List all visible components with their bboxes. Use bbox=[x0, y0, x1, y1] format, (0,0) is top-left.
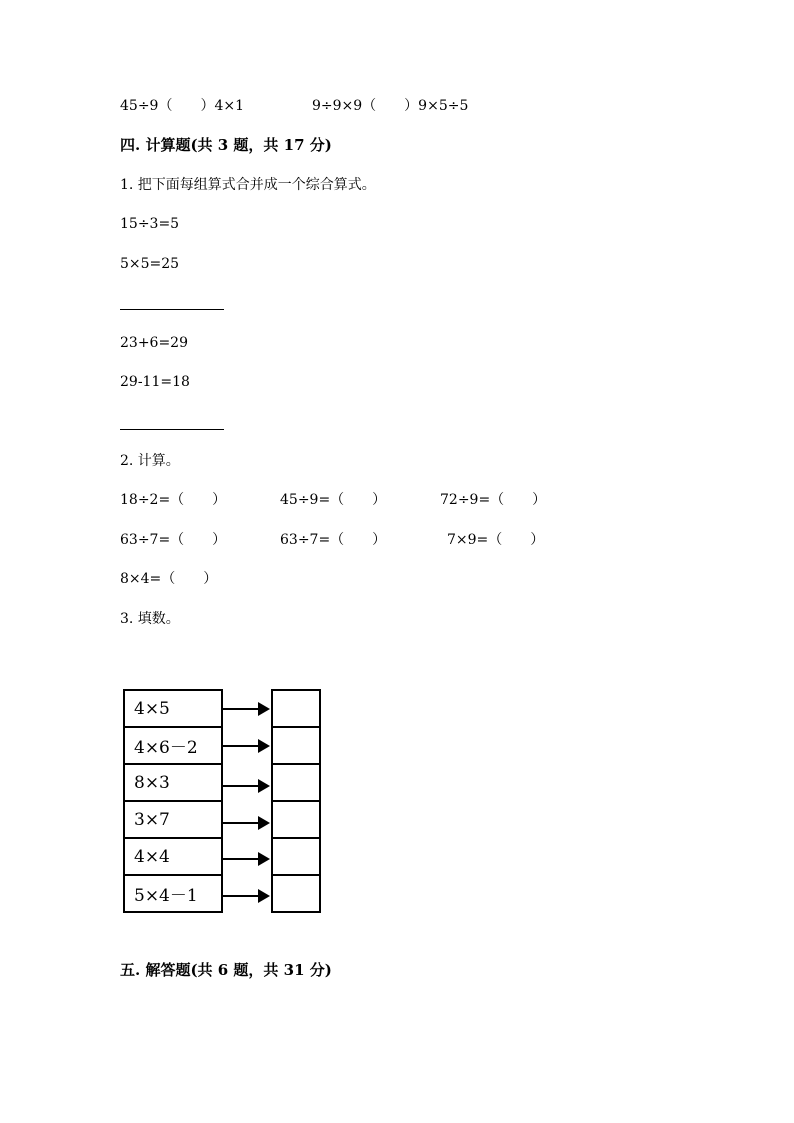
answer-column bbox=[271, 689, 321, 913]
answer-box[interactable] bbox=[273, 802, 319, 839]
q2-item: 72÷9=（ ） bbox=[440, 492, 547, 508]
compare-left: 45÷9（ ）4×1 bbox=[120, 98, 244, 114]
q1-group2-eq2: 29-11=18 bbox=[120, 374, 190, 390]
expression-cell: 5×4－1 bbox=[134, 886, 198, 906]
expression-cell: 4×4 bbox=[125, 839, 221, 876]
answer-box[interactable] bbox=[273, 765, 319, 802]
q2-prompt: 2. 计算。 bbox=[120, 453, 180, 469]
q3-prompt: 3. 填数。 bbox=[120, 611, 180, 627]
q2-item: 8×4=（ ） bbox=[120, 571, 218, 587]
q1-group1-eq1: 15÷3=5 bbox=[120, 216, 180, 232]
arrow-icon bbox=[221, 701, 271, 717]
arrow-icon bbox=[221, 815, 271, 831]
q2-item: 7×9=（ ） bbox=[447, 532, 545, 548]
answer-box[interactable] bbox=[273, 876, 319, 911]
q2-item: 45÷9=（ ） bbox=[280, 492, 387, 508]
answer-box[interactable] bbox=[273, 728, 319, 765]
expression-cell: 8×3 bbox=[125, 765, 221, 802]
compare-right: 9÷9×9（ ）9×5÷5 bbox=[312, 98, 469, 114]
expression-cell: 4×6－2 bbox=[125, 728, 221, 765]
q2-item: 18÷2=（ ） bbox=[120, 492, 227, 508]
expression-column bbox=[123, 689, 223, 913]
q2-item: 63÷7=（ ） bbox=[280, 532, 387, 548]
q1-group1-eq2: 5×5=25 bbox=[120, 256, 180, 272]
arrow-icon bbox=[221, 738, 271, 754]
q1-group2-eq1: 23+6=29 bbox=[120, 335, 188, 351]
expression-cell: 3×7 bbox=[125, 802, 221, 839]
q2-item: 63÷7=（ ） bbox=[120, 532, 227, 548]
arrow-icon bbox=[221, 778, 271, 794]
expression-cell: 4×5 bbox=[125, 691, 221, 728]
section-4-title: 四. 计算题(共 3 题，共 17 分) bbox=[120, 136, 332, 154]
q1-prompt: 1. 把下面每组算式合并成一个综合算式。 bbox=[120, 177, 376, 193]
answer-box[interactable] bbox=[273, 839, 319, 876]
section-5-title: 五. 解答题(共 6 题，共 31 分) bbox=[120, 961, 332, 979]
answer-blank-1[interactable] bbox=[120, 309, 224, 310]
answer-blank-2[interactable] bbox=[120, 429, 224, 430]
arrow-icon bbox=[221, 851, 271, 867]
answer-box[interactable] bbox=[273, 691, 319, 728]
arrow-icon bbox=[221, 888, 271, 904]
fill-number-diagram bbox=[123, 689, 323, 917]
